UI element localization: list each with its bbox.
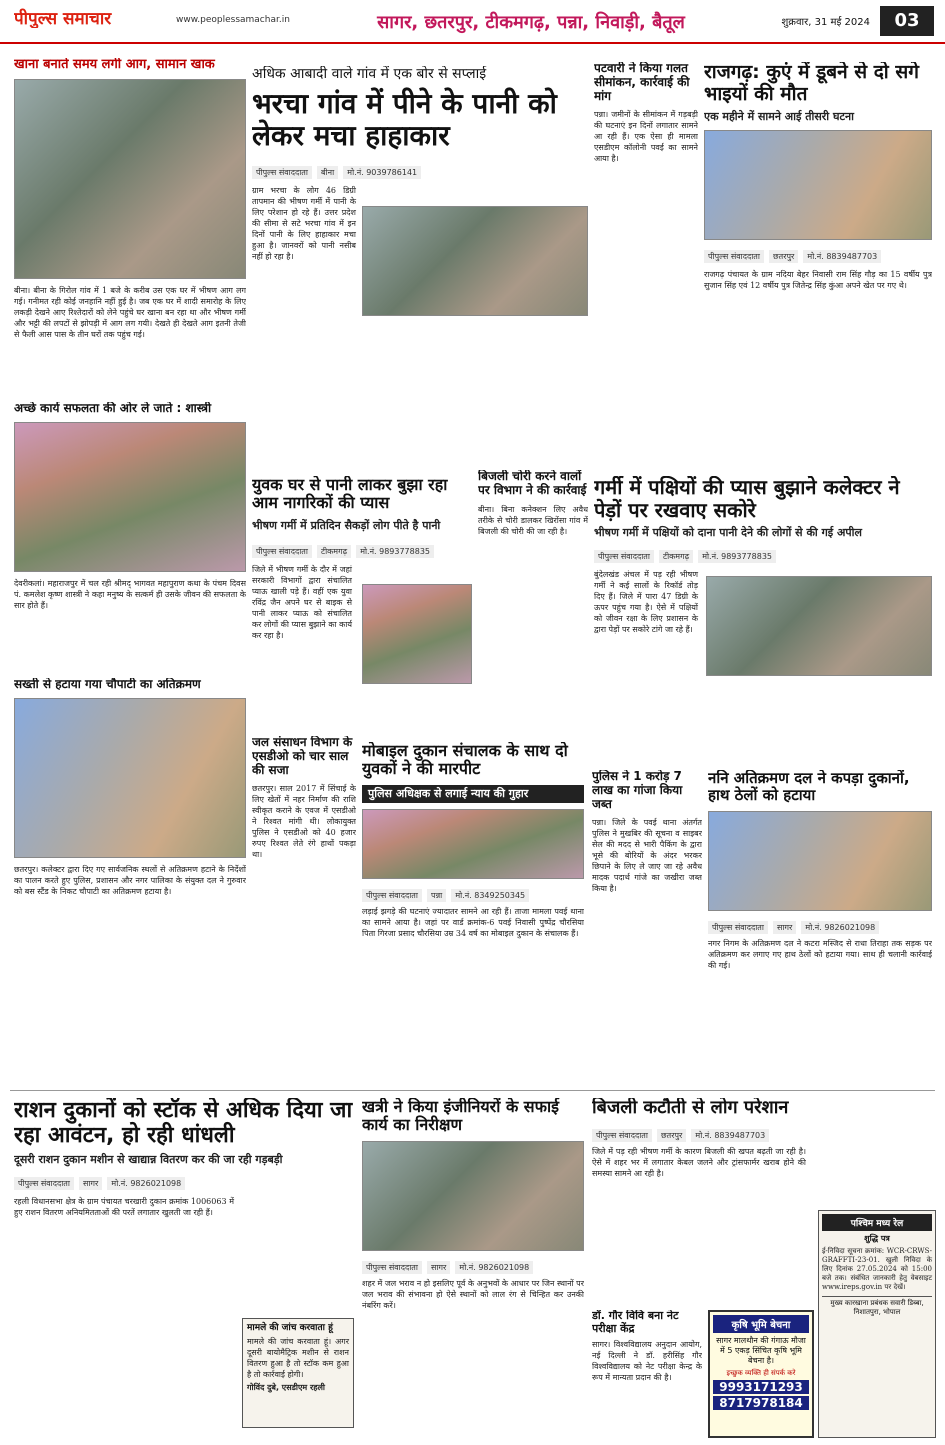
headline: बिजली चोरी करने वालों पर विभाग ने की कार्रवाई xyxy=(478,470,587,497)
collector-photo xyxy=(706,576,932,676)
story-gaur xyxy=(592,1310,702,1438)
byline: पीपुल्स संवाददाता सागर मो.नं. 9826021098 xyxy=(708,915,932,934)
article-body: देवरीकलां। महाराजपुर में चल रही श्रीमद् भागवत महापुराण कथा के पंचम दिवस पं. कमलेश कृष्ण शास्त्री ने कहा मनुष्य के सत्कर्म ही उसके जीवन की सफलता के सार होते हैं। xyxy=(14,578,246,610)
article-body: पन्ना। जिले के पवई थाना अंतर्गत पुलिस ने मुखबिर की सूचना व साइबर सेल की मदद से भारी पैकिंग के द्वारा भूसे की बोरियों के अंदर भरकर छिपाने के लिए ले जाए जा रहे अवैध मादक पदार्थ गांजे का जखीरा जब्त किया है। xyxy=(592,818,702,894)
page-number: 03 xyxy=(880,6,934,36)
website-url[interactable]: www.peoplessamachar.in xyxy=(176,15,290,25)
story-electricity-theft xyxy=(478,470,588,726)
notice-footer: मुख्य कारखाना प्रबंधक सवारी डिब्बा, निशातपुरा, भोपाल xyxy=(822,1296,932,1317)
headline: ननि अतिक्रमण दल ने कपड़ा दुकानों, हाथ ठेलों को हटाया xyxy=(708,770,910,805)
subheadline: एक महीने में सामने आई तीसरी घटना xyxy=(704,109,854,123)
headline: युवक घर से पानी लाकर बुझा रहा आम नागरिकों की प्यास xyxy=(252,476,448,513)
headline: राशन दुकानों को स्टॉक से अधिक दिया जा रहा आवंटन, हो रही धांधली xyxy=(14,1098,353,1149)
group-photo xyxy=(362,809,584,879)
article-body: ग्राम भरचा के लोग 46 डिग्री तापमान की भीषण गर्मी में पानी के लिए परेशान हो रहे हैं। उत्तर प्रदेश की सीमा से सटे भरचा गांव में इन दिनों पानी के लिए हाहाकार मचा हुआ है। जानवरों को पानी नसीब नहीं हो रहा है। xyxy=(252,186,356,262)
story-rajgarh xyxy=(704,62,932,470)
quote-signature: गोविंद दुबे, एसडीएम रहली xyxy=(247,1383,325,1393)
byline: पीपुल्स संवाददाता छतरपुर मो.नं. 8839487703 xyxy=(704,244,932,263)
article-body: राजगढ़ पंचायत के ग्राम नदिया बेहर निवासी राम सिंह गौड़ का 15 वर्षीय पुत्र सुजान सिंह एवं 12 वर्षीय पुत्र जितेन्द्र सिंह कुंआ अपने खेत पर गए थे। xyxy=(704,269,932,290)
market-photo xyxy=(708,811,932,911)
ad-phone-1[interactable]: 9993171293 xyxy=(713,1380,809,1394)
subheadline: दूसरी राशन दुकान मशीन से खाद्यान्न वितरण कर की जा रही गड़बड़ी xyxy=(14,1152,283,1166)
railway-notice xyxy=(818,1210,936,1438)
notice-subtitle: शुद्धि पत्र xyxy=(864,1234,890,1243)
subheadline: भीषण गर्मी में पक्षियों को दाना पानी देने की लोगों से की गई अपील xyxy=(594,526,862,539)
story-patwari xyxy=(594,62,698,470)
byline: पीपुल्स संवाददाता बीना मो.नं. 9039786141 xyxy=(252,160,588,179)
edition-cities: सागर, छतरपुर, टीकमगढ़, पन्ना, निवाड़ी, बैतूल xyxy=(377,12,685,33)
article-body: बीना। बिना कनेक्शन लिए अवैध तरीके से चोरी डालकर खिरोंसा गांव में बिजली की चोरी की जा रही है। xyxy=(478,504,588,536)
byline: पीपुल्स संवाददाता टीकमगढ़ मो.नं. 9893778835 xyxy=(252,539,472,558)
article-body: जिले में पड़ रही भीषण गर्मी के कारण बिजली की खपत बढ़ती जा रही है। ऐसे में शहर भर में लगातार केबल जलने और ट्रांसफार्मर खराब होने की समस्या सामने आ रही है। xyxy=(592,1146,806,1178)
newspaper-logo: पीपुल्स समाचार xyxy=(14,9,112,28)
quote-title: मामले की जांच करवाता हूं xyxy=(247,1323,333,1333)
story-ration xyxy=(14,1098,354,1438)
article-body: पन्ना। जमीनों के सीमांकन में गड़बड़ी की घटनाएं इन दिनों लगातार सामने आ रही हैं। एक ऐसा ही मामला एसडीएम कॉलोनी पवई का सामने आया है। xyxy=(594,110,698,164)
notice-body: ई-निविदा सूचना क्रमांक: WCR-CRWS-GRAFFTI-23-01. खुली निविदा के लिए दिनांक 27.05.2024 को 15:00 बजे तक। संबंधित जानकारी हेतु वेबसाइट www.ireps.gov.in पर देखें। xyxy=(822,1247,932,1291)
villagers-photo xyxy=(362,206,588,316)
article-body: छतरपुर। कलेक्टर द्वारा दिए गए सार्वजनिक स्थलों से अतिक्रमण हटाने के निर्देशों का पालन करते हुए पुलिस, प्रशासन और नगर पालिका के संयुक्त दल ने गुरुवार को बस स्टैंड के निकट चौपाटी का अतिक्रमण हटाया है। xyxy=(14,864,246,896)
ad-contact-label: इच्छुक व्यक्ति ही संपर्क करे xyxy=(726,1369,796,1377)
article-body: बुंदेलखंड अंचल में पड़ रही भीषण गर्मी ने कई सालों के रिकॉर्ड तोड़ दिए हैं। जिले में पारा 47 डिग्री के ऊपर पहुंच गया है। ऐसे में पक्षियों को जीवन रक्षा के लिए प्रशासन के द्वारा पेड़ों पर सकोरे टांगे जा रहे हैं। xyxy=(594,570,698,635)
sdm-quote-box xyxy=(242,1318,354,1428)
headline: बिजली कटौती से लोग परेशान xyxy=(592,1098,789,1118)
article-body: छतरपुर। साल 2017 में सिंचाई के लिए खेतों में नहर निर्माण की राशि स्वीकृत कराने के एवज में एसडीओ ने रिश्वत मांगी थी। लोकायुक्त पुलिस ने एसडीओ को 40 हजार रुपए रिश्वत लेते रंगे हाथों पकड़ा था। xyxy=(252,784,356,860)
article-body: लड़ाई झगड़े की घटनाएं ज्यादातर सामने आ रही हैं। ताजा मामला पवई थाना का सामने आया है। जहां पर वार्ड क्रमांक-6 पवई निवासी पुष्पेंद्र चौरसिया पिता गिरजा प्रसाद चौरसिया उम्र 34 वर्ष का मोबाइल दुकान के संचालक हैं। xyxy=(362,907,584,939)
water-stall-photo xyxy=(362,584,472,684)
headline: अच्छे कार्य सफलता की ओर ले जाते : शास्त्री xyxy=(14,402,212,415)
byline: पीपुल्स संवाददाता टीकमगढ़ मो.नं. 9893778835 xyxy=(594,544,932,563)
story-youth xyxy=(252,476,472,726)
hospital-photo xyxy=(704,130,932,240)
ad-body: सागर मालथौन की गंगाऊ मौजा में 5 एकड़ सिंचित कृषि भूमि बेचना है। xyxy=(716,1336,806,1365)
headline: जल संसाधन विभाग के एसडीओ को चार साल की सजा xyxy=(252,736,353,777)
story-mobile-shop xyxy=(362,742,584,1082)
byline: पीपुल्स संवाददाता सागर मो.नं. 9826021098 xyxy=(362,1255,584,1274)
headline: खाना बनाते समय लगी आग, सामान खाक xyxy=(14,58,215,72)
masthead xyxy=(0,0,945,44)
headline: मोबाइल दुकान संचालक के साथ दो युवकों ने की मारपीट xyxy=(362,742,568,779)
byline: पीपुल्स संवाददाता छतरपुर मो.नं. 8839487703 xyxy=(592,1123,806,1142)
headline: गर्मी में पक्षियों की प्यास बुझाने कलेक्टर ने पेड़ों पर रखवाए सकोरे xyxy=(594,476,900,522)
article-body: नगर निगम के अतिक्रमण दल ने कटरा मस्जिद से राधा तिराहा तक सड़क पर अतिक्रमण कर लगाए गए हाथ ठेलों को हटाया गया। साथ ही चलानी कार्रवाई की गई। xyxy=(708,938,932,970)
story-shastri xyxy=(14,402,246,664)
story-bore xyxy=(252,66,588,468)
article-body: सागर। विश्वविद्यालय अनुदान आयोग, नई दिल्ली ने डॉ. हरीसिंह गौर विश्वविद्यालय को नेट परीक्षा केन्द्र के रूप में मान्यता प्रदान की है। xyxy=(592,1340,702,1383)
headline: खत्री ने किया इंजीनियरों के सफाई कार्य का निरीक्षण xyxy=(362,1098,559,1135)
byline: पीपुल्स संवाददाता सागर मो.नं. 9826021098 xyxy=(14,1171,354,1190)
byline: पीपुल्स संवाददाता पन्ना मो.नं. 8349250345 xyxy=(362,883,584,902)
land-sale-ad xyxy=(708,1310,814,1438)
headline: भरचा गांव में पीने के पानी को लेकर मचा हाहाकार xyxy=(252,87,557,153)
story-birds xyxy=(594,476,932,766)
ad-title: कृषि भूमि बेचना xyxy=(713,1315,809,1333)
article-body: शहर में जल भराव न हो इसलिए पूर्व के अनुभवों के आधार पर जिन स्थानों पर जल भराव की संभावना हो ऐसे स्थानों को लाल रंग से चिन्हित कर उनकी नंबरिंग करें। xyxy=(362,1278,584,1310)
subheadline: पुलिस अधिक्षक से लगाई न्याय की गुहार xyxy=(362,785,584,803)
article-body: बीना। बीना के गिरोल गांव में 1 बजे के करीब उस एक घर में भीषण आग लग गई। गनीमत रही कोई जनहानि नहीं हुई है। जब एक घर में शादी समारोह के लिए लकड़ी देखने आए रिश्तेदारों को लेने पहुंचे घर खाना बन रहा था और भीषण गर्मी और भट्टी की लपटों से झोपड़ी में आग लग गयी। देखते ही देखते आग इतनी तेजी से फैली आस पास के तीन घरों तक पहुंच गई। xyxy=(14,285,246,339)
fire-photo xyxy=(14,79,246,279)
story-chaupati xyxy=(14,678,246,1080)
ad-phone-2[interactable]: 8717978184 xyxy=(713,1396,809,1410)
story-sdo xyxy=(252,736,356,1082)
bulldozer-photo xyxy=(14,698,246,858)
story-khatri xyxy=(362,1098,584,1438)
headline: पुलिस ने 1 करोड़ 7 लाख का गांजा किया जब्त xyxy=(592,770,683,811)
issue-date: शुक्रवार, 31 मई 2024 xyxy=(781,17,870,28)
subheadline: भीषण गर्मी में प्रतिदिन सैकड़ों लोग पीते है पानी xyxy=(252,518,441,532)
notice-title: पश्चिम मध्य रेल xyxy=(822,1214,932,1231)
quote-body: मामले की जांच करवाता हूं। अगर दूसरी बायोमैट्रिक मशीन से राशन वितरण हुआ है तो स्टॉक कम हुआ है तो कार्रवाई होगी। xyxy=(247,1337,349,1380)
kicker: अधिक आबादी वाले गांव में एक बोर से सप्लाई xyxy=(252,66,487,82)
headline: पटवारी ने किया गलत सीमांकन, कार्रवाई की मांग xyxy=(594,62,690,103)
story-power-cut xyxy=(592,1098,806,1304)
inspection-photo xyxy=(362,1141,584,1251)
story-ganja xyxy=(592,770,702,1082)
story-encroachment xyxy=(708,770,932,1082)
article-body: रहली विधानसभा क्षेत्र के ग्राम पंचायत चरखारी दुकान क्रमांक 1006063 में हुए राशन वितरण अनियमितताओं की परतें लगातार खुलती जा रही हैं। xyxy=(14,1196,234,1217)
headline: राजगढ़: कुएं में डूबने से दो सगे भाइयों की मौत xyxy=(704,62,919,105)
article-body: जिले में भीषण गर्मी के दौर में जहां सरकारी विभागों द्वारा संचालित प्याऊ खाली पड़े हैं। वहीं एक युवा रविंद्र जैन अपने घर से बाइक से पानी लाकर प्याऊ को संचालित कर लोगों की प्यास बुझाने का कार्य कर रहा है। xyxy=(252,565,352,641)
headline: डॉ. गौर विवि बना नेट परीक्षा केंद्र xyxy=(592,1310,679,1335)
kirtan-photo xyxy=(14,422,246,572)
headline: सख्ती से हटाया गया चौपाटी का अतिक्रमण xyxy=(14,678,201,691)
section-divider xyxy=(10,1090,935,1091)
